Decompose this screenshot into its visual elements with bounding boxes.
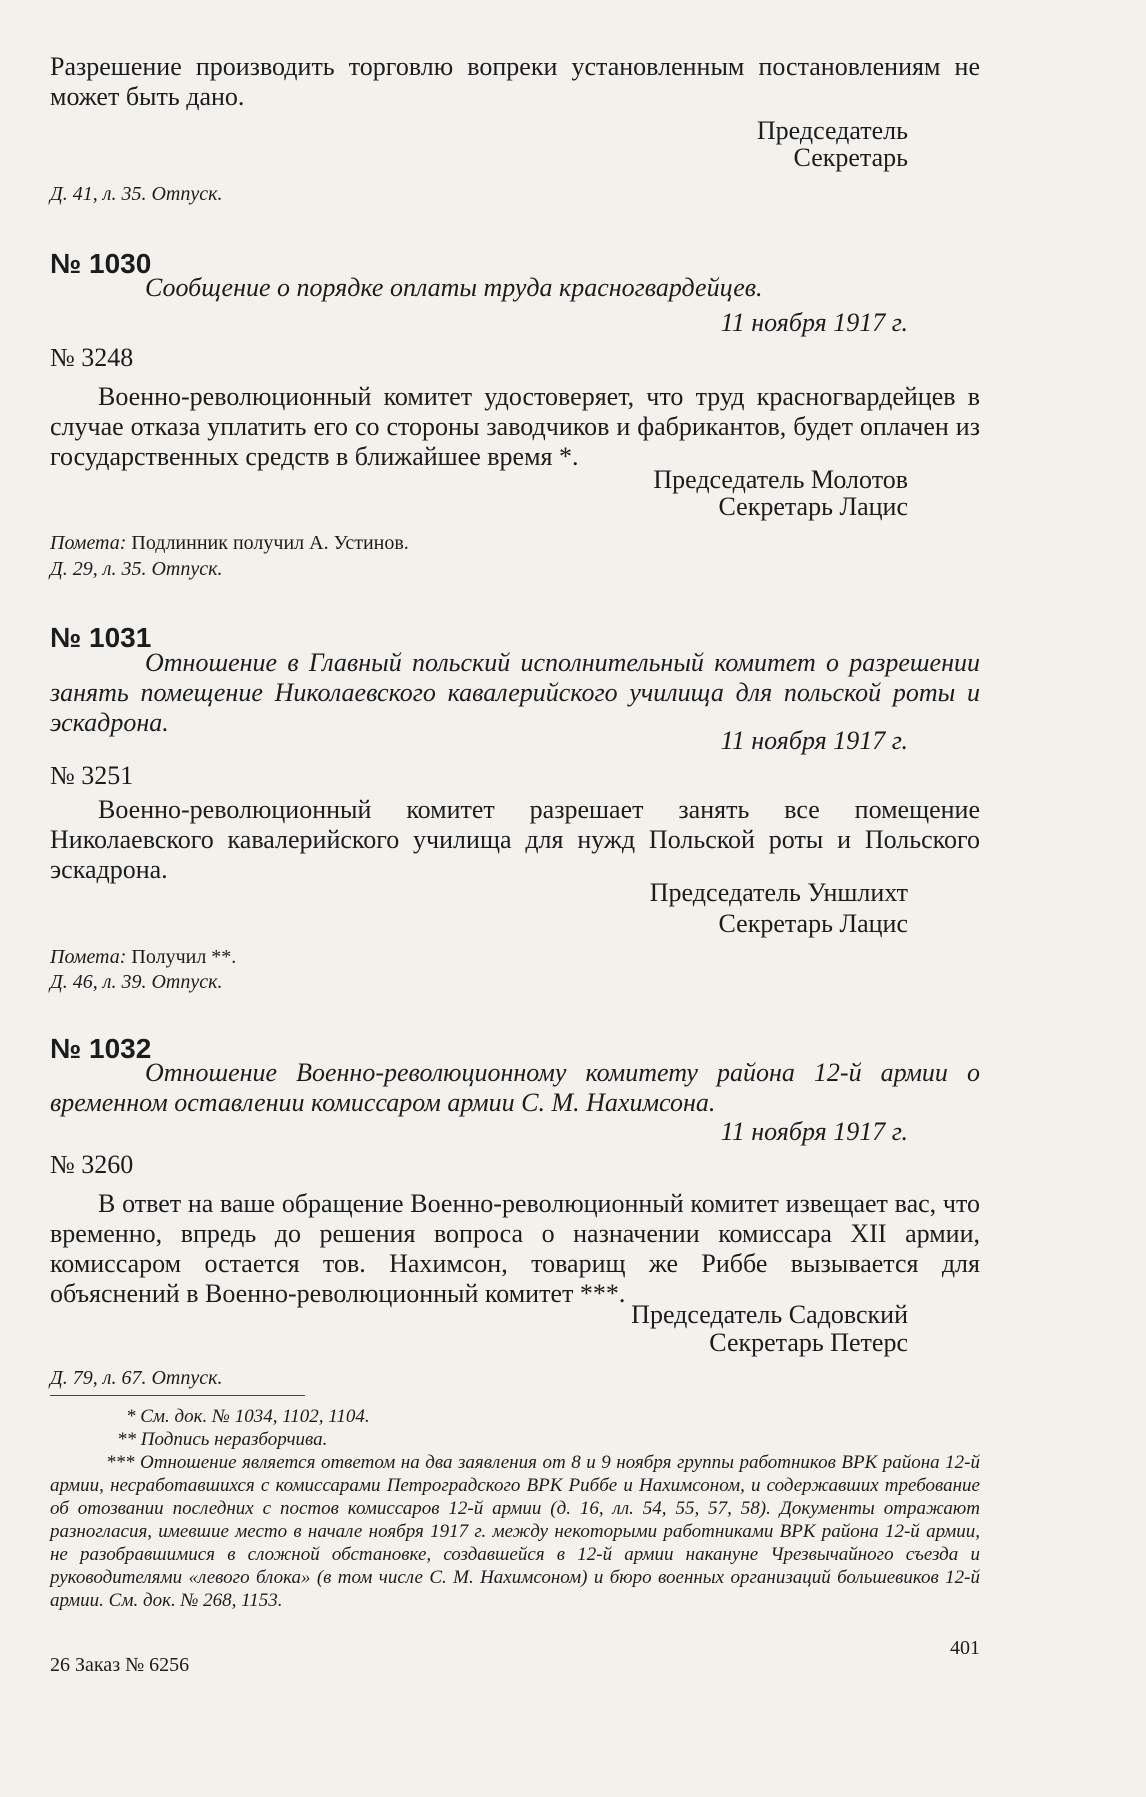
footnote-divider bbox=[50, 1395, 305, 1396]
doc-1032-chair: Председатель Садовский bbox=[631, 1300, 908, 1329]
doc-1030-secretary: Секретарь Лацис bbox=[718, 492, 908, 521]
doc-1030-date: 11 ноября 1917 г. bbox=[720, 308, 908, 337]
doc-1032-secretary: Секретарь Петерс bbox=[709, 1328, 908, 1357]
doc-1031-mark-text: Получил **. bbox=[131, 946, 237, 968]
prev-doc-chair: Председатель bbox=[756, 116, 908, 145]
printing-order-mark: 26 Заказ № 6256 bbox=[50, 1654, 190, 1676]
prev-doc-secretary: Секретарь bbox=[793, 143, 908, 172]
doc-1030-reg-number: № 3248 bbox=[50, 343, 134, 372]
doc-1031-secretary: Секретарь Лацис bbox=[718, 909, 908, 938]
prev-doc-archive: Д. 41, л. 35. Отпуск. bbox=[50, 183, 223, 205]
doc-1031-body: Военно-революционный комитет разрешает занять все помещение Николаевского кавалерийского училища для нужд Польской роты и Польского эскадрона. bbox=[50, 795, 980, 884]
doc-1031-date: 11 ноября 1917 г. bbox=[720, 726, 908, 755]
page-number: 401 bbox=[950, 1637, 980, 1659]
doc-1030-mark-label: Помета: bbox=[50, 532, 127, 554]
doc-1030-archive: Д. 29, л. 35. Отпуск. bbox=[50, 558, 223, 580]
doc-1030-chair: Председатель Молотов bbox=[653, 465, 908, 494]
footnote-2: ** Подпись неразборчива. bbox=[117, 1429, 328, 1450]
doc-1031-reg-number: № 3251 bbox=[50, 761, 134, 790]
doc-1031-mark-label: Помета: bbox=[50, 946, 127, 968]
doc-1030-number: № 1030 bbox=[50, 248, 152, 279]
doc-1032-number: № 1032 bbox=[50, 1033, 152, 1064]
doc-1031-chair: Председатель Уншлихт bbox=[649, 878, 908, 907]
doc-1032-body: В ответ на ваше обращение Военно-революционный комитет извещает вас, что временно, впредь до решения вопроса о назначении комиссара XII армии, комиссаром остается тов. Нахимсон, товарищ же Риббе вызывается для объяснений в Военно-революционный комитет ***. bbox=[50, 1189, 980, 1308]
doc-1031-title: Отношение в Главный польский исполнительный комитет о разрешении занять помещение Николаевского кавалерийского училища для польской роты и эскадрона. bbox=[50, 648, 980, 737]
doc-1030-body: Военно-революционный комитет удостоверяет, что труд красногвардейцев в случае отказа уплатить его со стороны заводчиков и фабрикантов, будет оплачен из государственных средств в ближайшее время *. bbox=[50, 382, 980, 471]
doc-1031-mark bbox=[50, 945, 236, 969]
doc-1030-mark bbox=[50, 531, 409, 555]
doc-1030-mark-text: Подлинник получил А. Устинов. bbox=[131, 532, 409, 554]
doc-1032-date: 11 ноября 1917 г. bbox=[720, 1117, 908, 1146]
doc-1030-title: Сообщение о порядке оплаты труда красногвардейцев. bbox=[145, 273, 763, 302]
doc-1032-archive: Д. 79, л. 67. Отпуск. bbox=[50, 1367, 223, 1389]
footnote-1: * См. док. № 1034, 1102, 1104. bbox=[126, 1406, 370, 1427]
prev-doc-text: Разрешение производить торговлю вопреки установленным постановлениям не может быть дано. bbox=[50, 52, 980, 111]
doc-1031-number: № 1031 bbox=[50, 622, 152, 653]
doc-1032-reg-number: № 3260 bbox=[50, 1150, 134, 1179]
doc-1031-archive: Д. 46, л. 39. Отпуск. bbox=[50, 971, 223, 993]
footnote-3: *** Отношение является ответом на два заявления от 8 и 9 ноября группы работников ВРК района 12-й армии, несработавшихся с комиссарами Петроградского ВРК Риббе и Нахимсоном, и содержавших требование об отозвании последних с постов комиссаров 12-й армии (д. 16, лл. 54, 55, 57, 58). Документы отражают разногласия, имевшие место в начале ноября 1917 г. между некоторыми работниками ВРК района 12-й армии, не разобравшимися в сложной обстановке, создавшейся в 12-й армии накануне Чрезвычайного съезда и руководителями «левого блока» (в том числе С. М. Нахимсоном) и бюро военных организаций большевиков 12-й армии. См. док. № 268, 1153. bbox=[50, 1452, 980, 1611]
doc-1032-title: Отношение Военно-революционному комитету района 12-й армии о временном оставлении комиссаром армии С. М. Нахимсона. bbox=[50, 1058, 980, 1117]
